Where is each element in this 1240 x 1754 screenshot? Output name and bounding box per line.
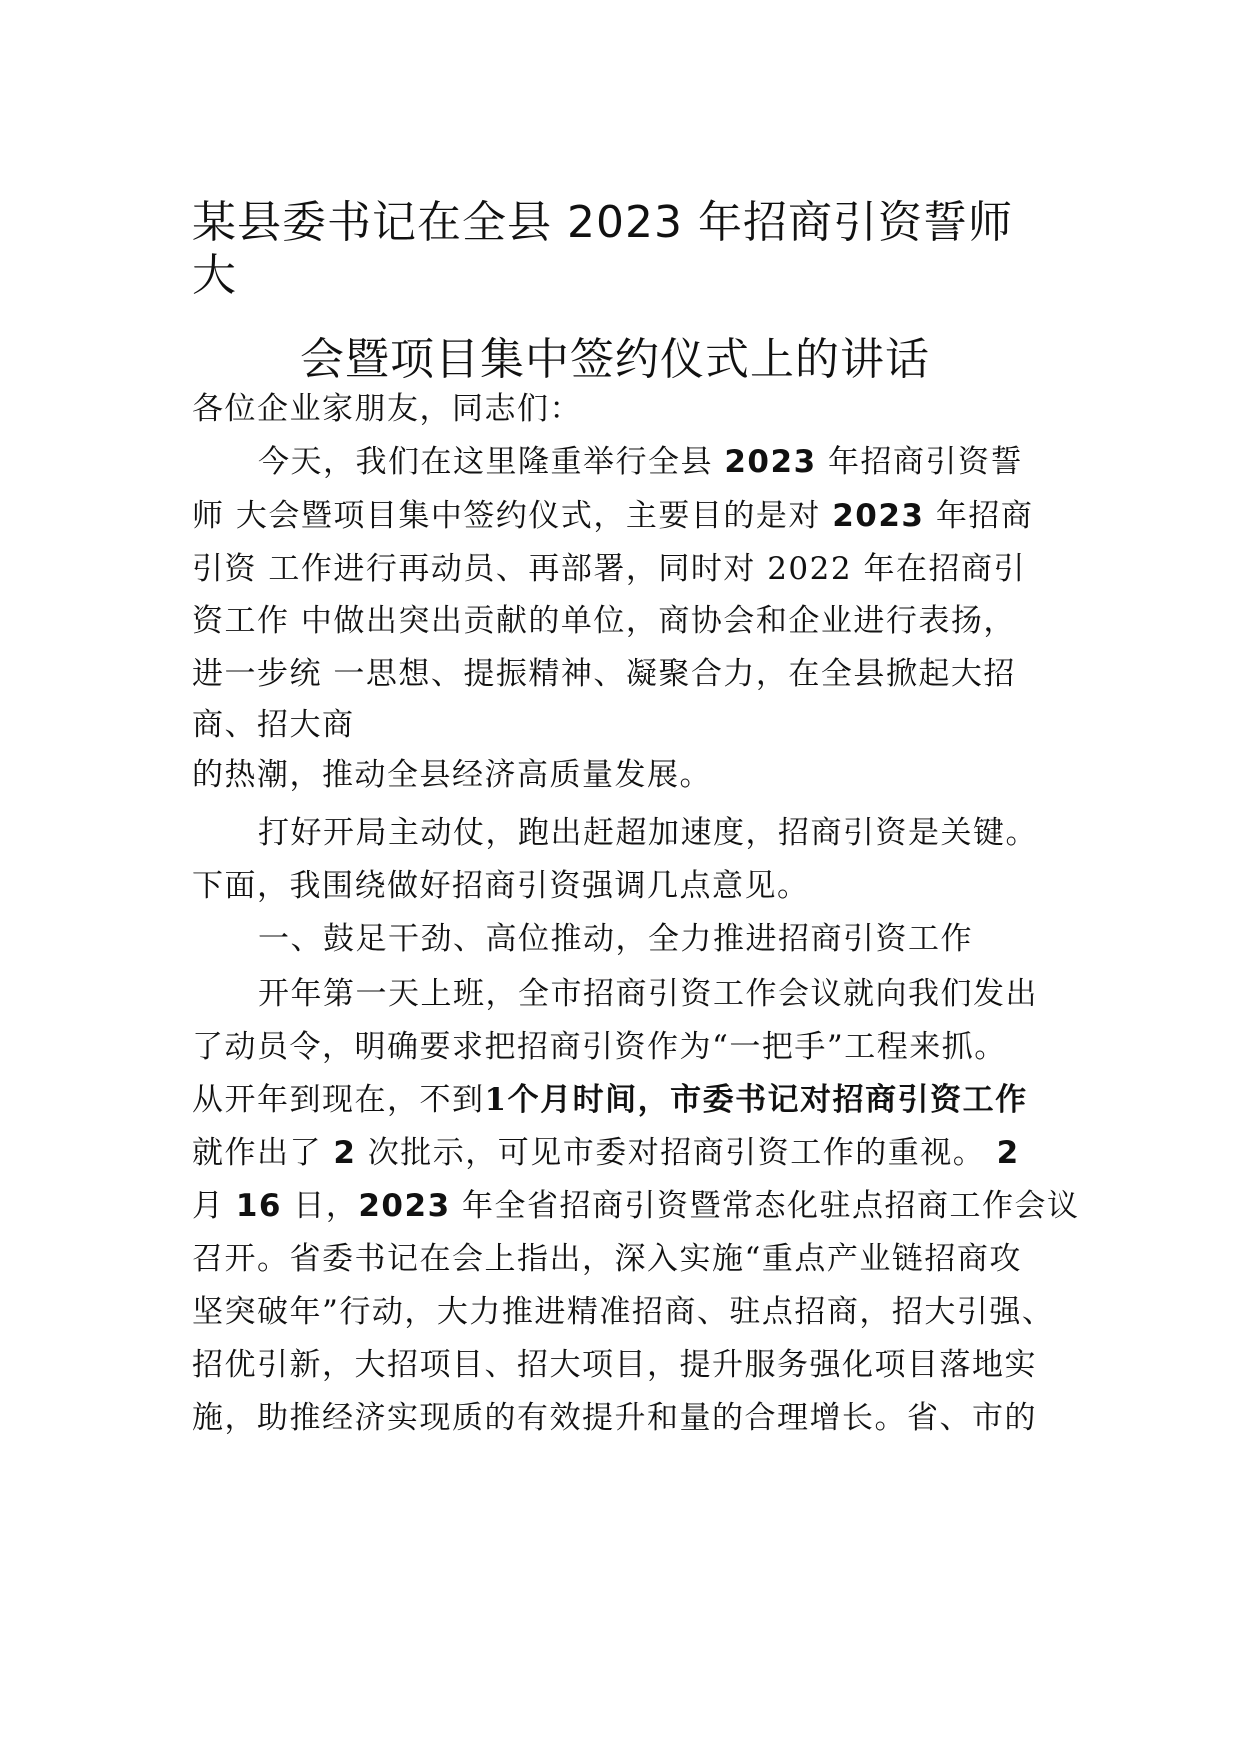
para3-line-6: 召开。省委书记在会上指出，深入实施“重点产业链招商攻 [192, 1241, 1022, 1277]
number-bold: 2 [333, 1135, 357, 1171]
para1-text: 年招商 [924, 498, 1034, 534]
para1-line-4: 资工作 中做出突出贡献的单位，商协会和企业进行表扬， [192, 603, 1016, 639]
para1-line-6: 商、招大商 [192, 707, 355, 743]
para1-line-3: 引资 工作进行再动员、再部署，同时对 2022 年在招商引 [192, 551, 1026, 587]
para3-text: 从开年到现在，不到 [192, 1082, 485, 1118]
para3-bold-text: 1个月时间，市委书记对招商引资工作 [484, 1082, 1028, 1118]
para1-text: 师 大会暨项目集中签约仪式，主要目的是对 [192, 498, 833, 534]
para3-line-9: 施，助推经济实现质的有效提升和量的合理增长。省、市的 [192, 1400, 1037, 1436]
para1-line-5: 进一步统 一思想、提振精神、凝聚合力，在全县掀起大招 [192, 656, 1016, 692]
para3-line-4 [192, 1133, 1020, 1173]
para3-line-8: 招优引新，大招项目、招大项目，提升服务强化项目落地实 [192, 1347, 1037, 1383]
para1-line-1 [258, 442, 1023, 482]
para3-text: 次批示，可见市委对招商引资工作的重视。 [356, 1135, 997, 1171]
year-bold: 2023 [724, 444, 817, 480]
title-line-2: 大 [192, 250, 237, 301]
number-bold: 2 [996, 1135, 1020, 1171]
number-bold: 16 [235, 1188, 282, 1224]
para1-text: 年招商引资誓 [816, 444, 1023, 480]
para3-text: 年全省招商引资暨常态化驻点招商工作会议 [450, 1188, 1080, 1224]
year-bold: 2023 [358, 1188, 451, 1224]
para3-line-1: 开年第一天上班，全市招商引资工作会议就向我们发出 [258, 976, 1038, 1012]
para1-text: 今天，我们在这里隆重举行全县 [258, 444, 725, 480]
para3-text: 月 [192, 1188, 236, 1224]
title-line-1: 某县委书记在全县 2023 年招商引资誓师 [192, 197, 1013, 248]
salutation: 各位企业家朋友，同志们： [192, 391, 582, 427]
para3-text: 日， [282, 1188, 359, 1224]
para2-line-1: 打好开局主动仗，跑出赶超加速度，招商引资是关键。 [258, 815, 1038, 851]
para3-line-2: 了动员令，明确要求把招商引资作为“一把手”工程来抓。 [192, 1029, 1007, 1065]
para2-line-2: 下面，我围绕做好招商引资强调几点意见。 [192, 868, 810, 904]
para1-line-7: 的热潮，推动全县经济高质量发展。 [192, 757, 712, 793]
year-bold: 2023 [832, 498, 925, 534]
para1-line-2 [192, 496, 1033, 536]
section-heading-1: 一、鼓足干劲、高位推动，全力推进招商引资工作 [258, 921, 973, 957]
para3-line-5 [192, 1186, 1080, 1226]
para3-line-3 [192, 1080, 1028, 1120]
title-line-3: 会暨项目集中签约仪式上的讲话 [300, 334, 930, 385]
para3-text: 就作出了 [192, 1135, 334, 1171]
para3-line-7: 坚突破年”行动，大力推进精准招商、驻点招商，招大引强、 [192, 1294, 1055, 1330]
